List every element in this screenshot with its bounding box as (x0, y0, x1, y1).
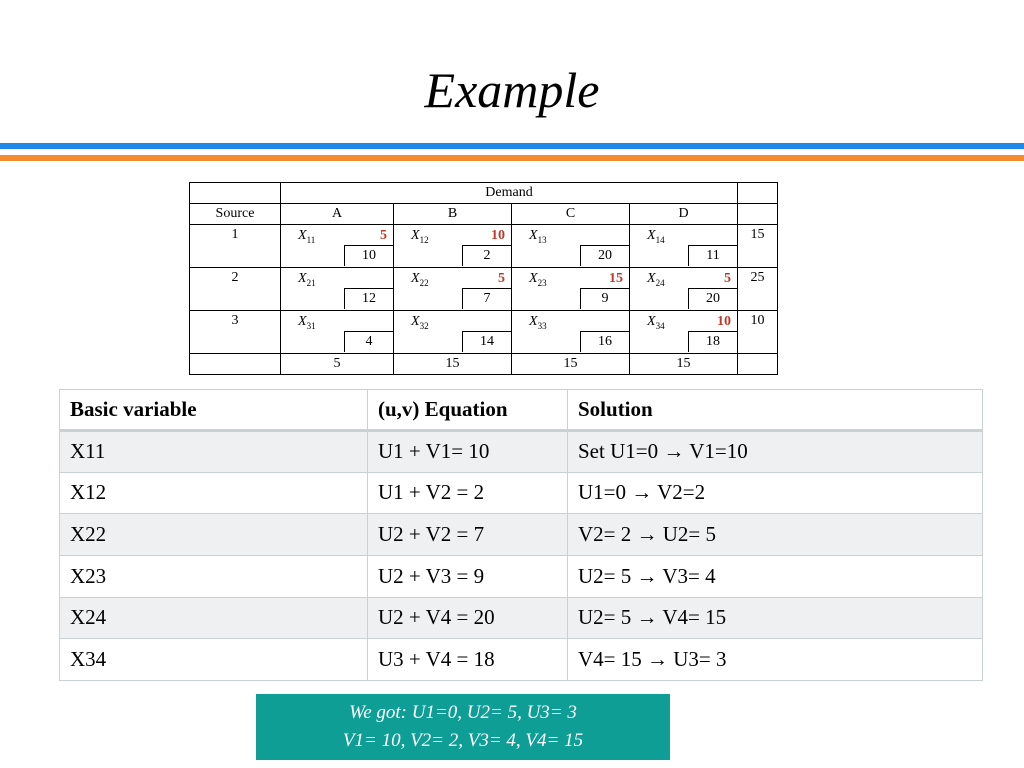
variable-label: $X_{34}$ (647, 314, 665, 331)
basic-variable: X24 (60, 597, 368, 639)
column-header: (u,v) Equation (368, 390, 568, 431)
blue-rule (0, 143, 1024, 149)
demand-value: 15 (394, 354, 512, 375)
allocation-value: 5 (724, 271, 731, 286)
slide-title: Example (424, 62, 600, 118)
demand-value: 15 (630, 354, 738, 375)
uv-equation-table (59, 389, 983, 681)
variable-label: $X_{12}$ (411, 228, 429, 245)
basic-variable: X12 (60, 472, 368, 514)
variable-label: $X_{22}$ (411, 271, 429, 288)
allocation-value: 10 (717, 314, 731, 329)
corner-cell (738, 354, 778, 375)
column-header: D (630, 204, 738, 225)
corner-cell (190, 183, 281, 204)
solution: V2= 2 → U2= 5 (568, 514, 983, 556)
basic-variable: X11 (60, 431, 368, 473)
solution: Set U1=0 → V1=10 (568, 431, 983, 473)
source-label: 2 (190, 268, 281, 311)
corner-cell (738, 183, 778, 204)
table-row (60, 555, 983, 597)
uv-equation: U1 + V1= 10 (368, 431, 568, 473)
variable-label: $X_{13}$ (529, 228, 547, 245)
solution: U2= 5 → V3= 4 (568, 555, 983, 597)
tableau-cell (512, 311, 629, 353)
column-header: C (512, 204, 630, 225)
cost-value: 2 (462, 245, 511, 266)
tableau-cell (394, 311, 511, 353)
table-row (60, 597, 983, 639)
tableau-cell (630, 311, 737, 353)
uv-equation: U3 + V4 = 18 (368, 639, 568, 681)
cost-value: 12 (344, 288, 393, 309)
tableau-cell (281, 311, 393, 353)
variable-label: $X_{11}$ (298, 228, 316, 245)
allocation-value: 5 (498, 271, 505, 286)
result-box (256, 694, 670, 760)
supply-value: 15 (738, 225, 778, 268)
column-header: A (281, 204, 394, 225)
table-row (60, 514, 983, 556)
supply-value: 25 (738, 268, 778, 311)
tableau-cell (630, 268, 737, 310)
solution: U1=0 → V2=2 (568, 472, 983, 514)
tableau-cell (394, 268, 511, 310)
orange-rule (0, 155, 1024, 161)
source-label: 3 (190, 311, 281, 354)
solution: U2= 5 → V4= 15 (568, 597, 983, 639)
column-header: B (394, 204, 512, 225)
demand-value: 15 (512, 354, 630, 375)
source-header: Source (190, 204, 281, 225)
column-header: Basic variable (60, 390, 368, 431)
cost-value: 16 (580, 331, 629, 352)
variable-label: $X_{21}$ (298, 271, 316, 288)
uv-equation: U2 + V4 = 20 (368, 597, 568, 639)
tableau-cell (394, 225, 511, 267)
uv-equation: U1 + V2 = 2 (368, 472, 568, 514)
cost-value: 11 (688, 245, 737, 266)
cost-value: 20 (688, 288, 737, 309)
result-line: We got: U1=0, U2= 5, U3= 3 (349, 702, 577, 723)
variable-label: $X_{14}$ (647, 228, 665, 245)
cost-value: 9 (580, 288, 629, 309)
result-line: V1= 10, V2= 2, V3= 4, V4= 15 (342, 730, 584, 751)
column-header: Solution (568, 390, 983, 431)
demand-value: 5 (281, 354, 394, 375)
demand-header: Demand (281, 183, 738, 204)
basic-variable: X22 (60, 514, 368, 556)
allocation-value: 15 (609, 271, 623, 286)
table-row (60, 431, 983, 473)
cost-value: 18 (688, 331, 737, 352)
allocation-value: 5 (380, 228, 387, 243)
tableau-cell (281, 268, 393, 310)
basic-variable: X23 (60, 555, 368, 597)
cost-value: 20 (580, 245, 629, 266)
uv-equation: U2 + V2 = 7 (368, 514, 568, 556)
allocation-value: 10 (491, 228, 505, 243)
variable-label: $X_{33}$ (529, 314, 547, 331)
cost-value: 4 (344, 331, 393, 352)
transportation-tableau (189, 182, 778, 375)
table-header-row (60, 390, 983, 431)
solution: V4= 15 → U3= 3 (568, 639, 983, 681)
source-label: 1 (190, 225, 281, 268)
tableau-cell (512, 268, 629, 310)
cost-value: 14 (462, 331, 511, 352)
basic-variable: X34 (60, 639, 368, 681)
supply-value: 10 (738, 311, 778, 354)
variable-label: $X_{23}$ (529, 271, 547, 288)
variable-label: $X_{32}$ (411, 314, 429, 331)
cost-value: 7 (462, 288, 511, 309)
table-row (60, 639, 983, 681)
tableau-cell (512, 225, 629, 267)
variable-label: $X_{24}$ (647, 271, 665, 288)
variable-label: $X_{31}$ (298, 314, 316, 331)
tableau-cell (281, 225, 393, 267)
uv-equation: U2 + V3 = 9 (368, 555, 568, 597)
cost-value: 10 (344, 245, 393, 266)
tableau-cell (630, 225, 737, 267)
table-row (60, 472, 983, 514)
corner-cell (190, 354, 281, 375)
corner-cell (738, 204, 778, 225)
